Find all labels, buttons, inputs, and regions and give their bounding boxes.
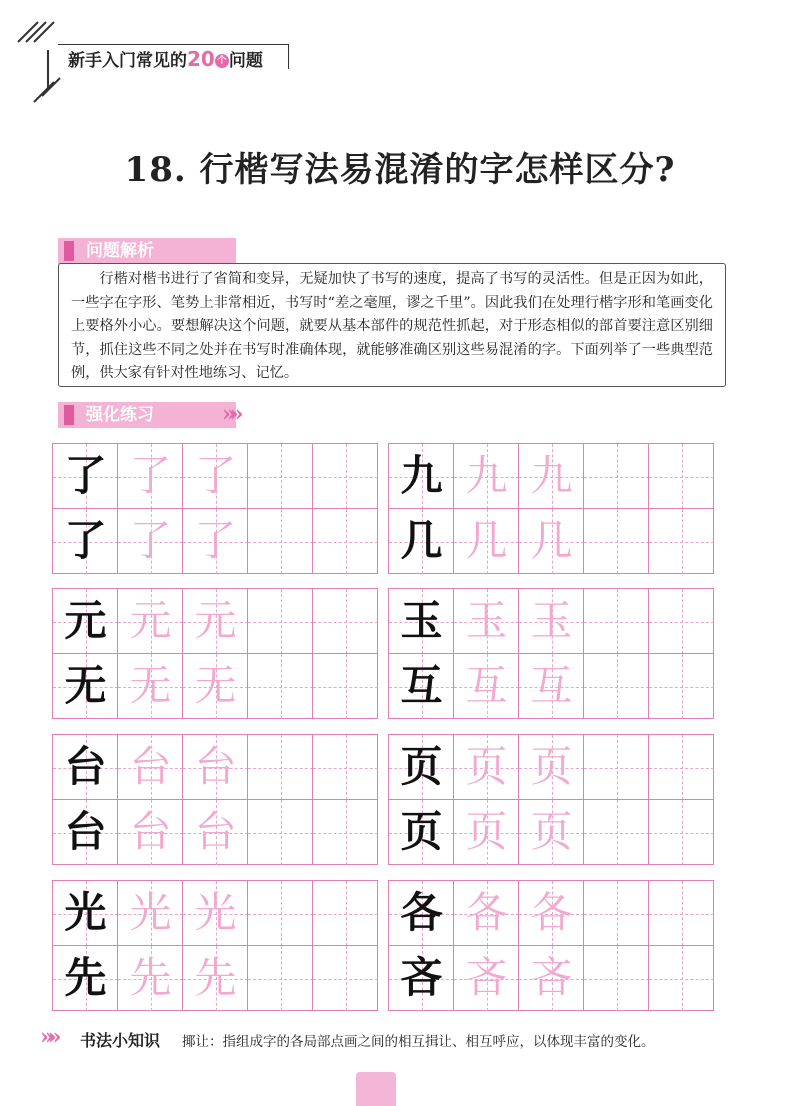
trace-character: 九 (530, 451, 573, 500)
grid-cell[interactable] (247, 880, 313, 946)
model-character: 页 (400, 742, 443, 791)
cell-guide-line (584, 768, 649, 769)
grid-cell (117, 588, 183, 654)
cell-guide-line (649, 979, 714, 980)
practice-grid (52, 588, 377, 718)
grid-cell (453, 443, 519, 509)
model-character: 几 (400, 516, 443, 565)
grid-cell (518, 443, 584, 509)
grid-cell[interactable] (583, 653, 649, 719)
grid-cell[interactable] (312, 799, 378, 865)
cell-guide-line (248, 833, 313, 834)
cell-guide-line (313, 477, 378, 478)
trace-character: 台 (129, 807, 172, 856)
grid-cell[interactable] (583, 588, 649, 654)
grid-cell (388, 880, 454, 946)
model-character: 互 (400, 661, 443, 710)
tips-label: 书法小知识 (80, 1031, 161, 1050)
grid-cell[interactable] (648, 588, 714, 654)
practice-grid (388, 588, 713, 718)
grid-cell[interactable] (312, 945, 378, 1011)
trace-character: 互 (530, 661, 573, 710)
tips-bar (40, 1026, 760, 1056)
grid-cell[interactable] (648, 945, 714, 1011)
grid-cell (182, 734, 248, 800)
cell-guide-line (248, 979, 313, 980)
model-character: 页 (400, 807, 443, 856)
trace-character: 吝 (465, 953, 508, 1002)
page-tab (356, 1072, 396, 1106)
trace-character: 各 (530, 888, 573, 937)
cell-guide-line (248, 914, 313, 915)
cell-guide-line (313, 914, 378, 915)
grid-cell (518, 508, 584, 574)
grid-cell[interactable] (648, 799, 714, 865)
grid-cell (117, 653, 183, 719)
grid-cell[interactable] (648, 443, 714, 509)
trace-character: 元 (129, 596, 172, 645)
header-suffix: 问题 (228, 51, 263, 71)
model-character: 吝 (400, 953, 443, 1002)
cell-guide-line (584, 979, 649, 980)
model-character: 台 (64, 742, 107, 791)
grid-cell[interactable] (247, 799, 313, 865)
grid-cell (518, 734, 584, 800)
practice-grid (52, 443, 377, 573)
trace-character: 几 (530, 516, 573, 565)
practice-grid (52, 734, 377, 864)
trace-character: 了 (194, 451, 237, 500)
trace-character: 九 (465, 451, 508, 500)
grid-cell[interactable] (648, 880, 714, 946)
trace-character: 玉 (465, 596, 508, 645)
grid-cell[interactable] (648, 653, 714, 719)
trace-character: 几 (465, 516, 508, 565)
analysis-box (58, 263, 726, 387)
grid-cell (52, 799, 118, 865)
grid-cell[interactable] (312, 588, 378, 654)
grid-cell[interactable] (247, 508, 313, 574)
cell-guide-line (313, 687, 378, 688)
grid-cell (182, 653, 248, 719)
grid-cell[interactable] (583, 443, 649, 509)
model-character: 无 (64, 661, 107, 710)
model-character: 先 (64, 953, 107, 1002)
grid-cell[interactable] (583, 880, 649, 946)
practice-grid (52, 880, 377, 1010)
trace-character: 吝 (530, 953, 573, 1002)
cell-guide-line (248, 687, 313, 688)
grid-cell[interactable] (247, 588, 313, 654)
grid-cell (453, 799, 519, 865)
model-character: 台 (64, 807, 107, 856)
trace-character: 无 (194, 661, 237, 710)
cell-guide-line (248, 477, 313, 478)
cell-guide-line (649, 622, 714, 623)
grid-cell (453, 653, 519, 719)
model-character: 元 (64, 596, 107, 645)
grid-cell (117, 945, 183, 1011)
tips-text: 揶让：指组成字的各局部点画之间的相互揖让、相互呼应，以体现丰富的变化。 (182, 1034, 655, 1050)
cell-guide-line (649, 833, 714, 834)
grid-cell (117, 799, 183, 865)
cell-guide-line (584, 687, 649, 688)
grid-cell[interactable] (583, 508, 649, 574)
cell-guide-line (248, 768, 313, 769)
cell-guide-line (313, 768, 378, 769)
grid-cell[interactable] (312, 443, 378, 509)
grid-cell (518, 945, 584, 1011)
grid-cell (388, 734, 454, 800)
practice-label: 强化练习 (58, 402, 236, 428)
trace-character: 先 (129, 953, 172, 1002)
grid-cell (453, 588, 519, 654)
cell-guide-line (248, 622, 313, 623)
cell-guide-line (584, 477, 649, 478)
practice-grid (388, 443, 713, 573)
grid-cell (117, 508, 183, 574)
trace-character: 台 (194, 742, 237, 791)
trace-character: 元 (194, 596, 237, 645)
chapter-header (8, 20, 308, 110)
grid-cell[interactable] (312, 653, 378, 719)
grid-cell (453, 734, 519, 800)
grid-cell (518, 653, 584, 719)
cell-guide-line (313, 542, 378, 543)
cell-guide-line (649, 768, 714, 769)
page-title: 18. 行楷写法易混淆的字怎样区分? (124, 150, 676, 190)
grid-cell (52, 653, 118, 719)
grid-cell[interactable] (247, 945, 313, 1011)
grid-cell (117, 734, 183, 800)
cell-guide-line (313, 979, 378, 980)
grid-cell (117, 880, 183, 946)
grid-cell[interactable] (648, 734, 714, 800)
cell-guide-line (649, 914, 714, 915)
model-character: 光 (64, 888, 107, 937)
header-unit: 个 (215, 54, 229, 68)
grid-cell[interactable] (312, 734, 378, 800)
grid-cell (388, 799, 454, 865)
grid-cell[interactable] (312, 880, 378, 946)
grid-cell (388, 588, 454, 654)
trace-character: 先 (194, 953, 237, 1002)
model-character: 九 (400, 451, 443, 500)
chevron-arrows-icon: »» (40, 1024, 56, 1050)
trace-character: 玉 (530, 596, 573, 645)
grid-cell (52, 508, 118, 574)
grid-cell (182, 443, 248, 509)
grid-cell (182, 508, 248, 574)
grid-cell (117, 443, 183, 509)
cell-guide-line (584, 833, 649, 834)
trace-character: 页 (465, 807, 508, 856)
cell-guide-line (248, 542, 313, 543)
grid-cell[interactable] (312, 508, 378, 574)
grid-cell (453, 880, 519, 946)
grid-cell (52, 880, 118, 946)
trace-character: 了 (194, 516, 237, 565)
trace-character: 互 (465, 661, 508, 710)
grid-cell (52, 588, 118, 654)
grid-cell[interactable] (247, 443, 313, 509)
practice-grid (388, 880, 713, 1010)
cell-guide-line (584, 914, 649, 915)
model-character: 了 (64, 451, 107, 500)
trace-character: 页 (530, 807, 573, 856)
trace-character: 台 (194, 807, 237, 856)
grid-cell (182, 880, 248, 946)
analysis-label: 问题解析 (58, 238, 236, 264)
grid-cell (453, 945, 519, 1011)
trace-character: 页 (530, 742, 573, 791)
trace-character: 各 (465, 888, 508, 937)
cell-guide-line (313, 833, 378, 834)
cell-guide-line (649, 687, 714, 688)
grid-cell[interactable] (583, 734, 649, 800)
grid-cell[interactable] (583, 945, 649, 1011)
grid-cell (182, 945, 248, 1011)
grid-cell (388, 653, 454, 719)
grid-cell[interactable] (583, 799, 649, 865)
grid-cell (182, 799, 248, 865)
trace-character: 光 (194, 888, 237, 937)
cell-guide-line (313, 622, 378, 623)
cell-guide-line (584, 542, 649, 543)
grid-cell (52, 443, 118, 509)
trace-character: 了 (129, 516, 172, 565)
grid-cell (518, 588, 584, 654)
model-character: 玉 (400, 596, 443, 645)
grid-cell (388, 945, 454, 1011)
grid-cell (388, 443, 454, 509)
header-title (68, 46, 263, 71)
grid-cell (182, 588, 248, 654)
trace-character: 页 (465, 742, 508, 791)
grid-cell[interactable] (247, 653, 313, 719)
grid-cell (52, 734, 118, 800)
analysis-text: 行楷对楷书进行了省简和变异，无疑加快了书写的速度，提高了书写的灵活性。但是正因为如此，一些字在字形、笔势上非常相近，书写时“差之毫厘，谬之千里”。因此我们在处理行楷字形和笔画变化上要格外小心。要想解决这个问题，就要从基本部件的规范性抓起，对于形态相似的部首要注意区别细节，抓住这些不同之处并在书写时准确体现，就能够准确区别这些易混淆的字。下面列举了一些典型范例，供大家有针对性地练习、记忆。 (71, 271, 713, 381)
practice-grid (388, 734, 713, 864)
trace-character: 光 (129, 888, 172, 937)
trace-character: 了 (129, 451, 172, 500)
model-character: 了 (64, 516, 107, 565)
grid-cell[interactable] (648, 508, 714, 574)
model-character: 各 (400, 888, 443, 937)
header-prefix: 新手入门常见的 (68, 51, 187, 71)
grid-cell (52, 945, 118, 1011)
header-number: 20 (187, 47, 215, 71)
cell-guide-line (649, 477, 714, 478)
trace-character: 台 (129, 742, 172, 791)
trace-character: 无 (129, 661, 172, 710)
cell-guide-line (584, 622, 649, 623)
grid-cell (453, 508, 519, 574)
grid-cell (388, 508, 454, 574)
grid-cell (518, 880, 584, 946)
grid-cell (518, 799, 584, 865)
cell-guide-line (649, 542, 714, 543)
chevron-arrows-icon: »» (222, 401, 238, 427)
grid-cell[interactable] (247, 734, 313, 800)
